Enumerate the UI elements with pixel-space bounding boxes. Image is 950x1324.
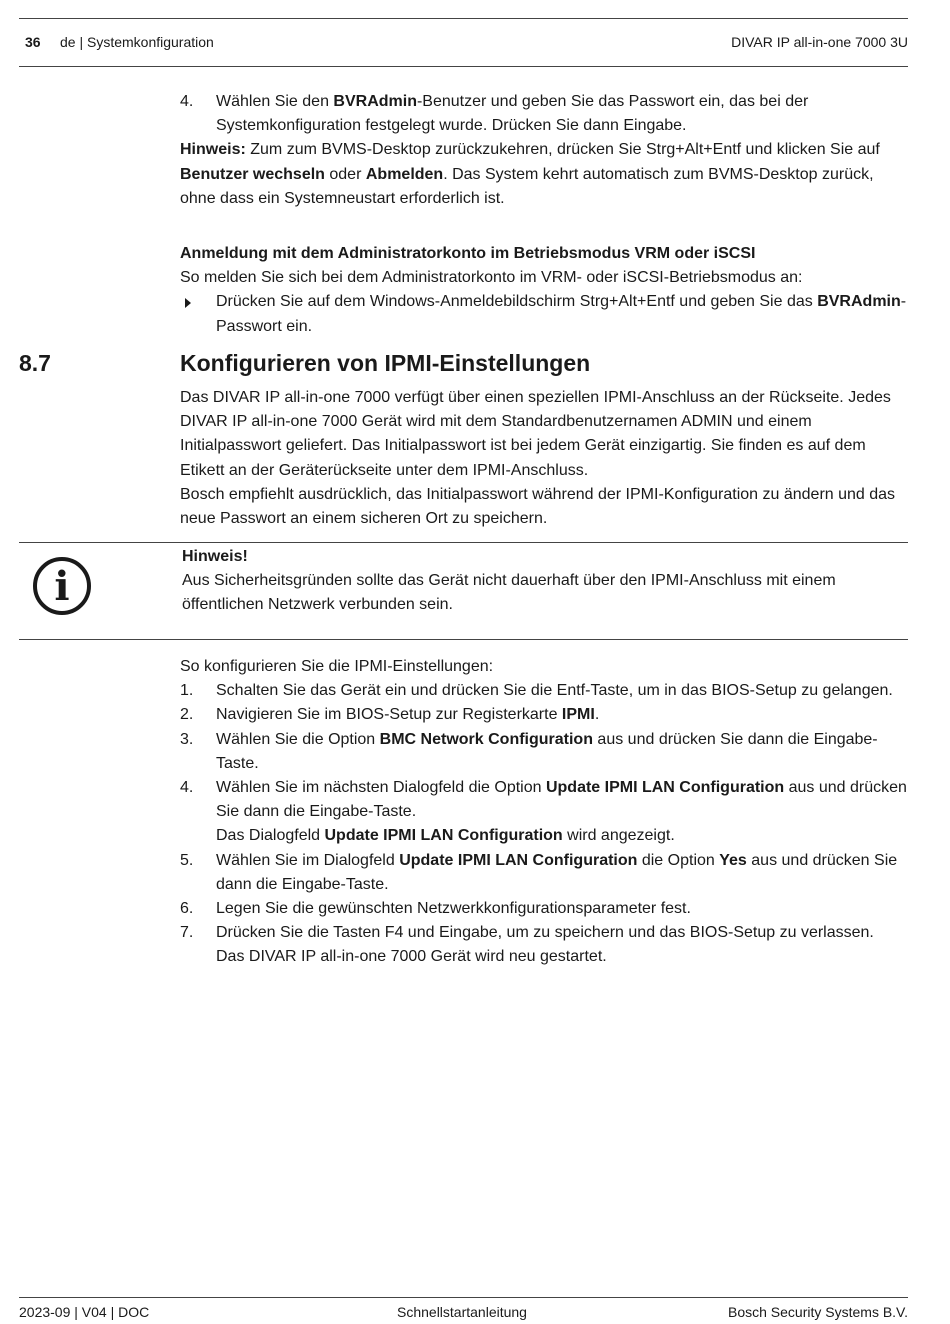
triangle-bullet-icon xyxy=(185,298,191,308)
hint-text: . Das System kehrt automatisch zum BVMS-Desktop zurück, ohne dass ein Systemneustart erforderlich ist. xyxy=(180,165,874,207)
notice-box xyxy=(182,545,908,618)
section-paragraph: Das DIVAR IP all-in-one 7000 verfügt über einen speziellen IPMI-Anschluss an der Rückseite. Jedes DIVAR IP all-in-one 7000 Gerät wird mit dem Standardbenutzernamen ADMIN und einem Initialpasswort geliefert. Das Initialpasswort ist bei jedem Gerät einzigartig. Sie finden es auf dem Etikett an der Geräterückseite unter dem IPMI-Anschluss. xyxy=(180,389,891,479)
list-item xyxy=(180,897,908,921)
page-number: 36 xyxy=(25,34,41,50)
procedure-intro: So konfigurieren Sie die IPMI-Einstellungen: xyxy=(180,658,494,675)
notice-title: Hinweis! xyxy=(182,548,248,565)
step-bold: BVRAdmin xyxy=(333,93,417,110)
section-body xyxy=(180,386,908,531)
header-bottom-rule xyxy=(19,66,908,67)
list-item xyxy=(180,728,908,776)
hint-text: oder xyxy=(324,165,366,183)
step-text: Legen Sie die gewünschten Netzwerkkonfigurationsparameter fest. xyxy=(216,900,691,918)
step-text: . xyxy=(594,706,600,724)
step-text: Wählen Sie den xyxy=(216,93,334,110)
step-number: 5. xyxy=(180,851,194,869)
result-bold: Update IPMI LAN Configuration xyxy=(324,827,563,845)
hint-bold: Abmelden xyxy=(365,165,444,183)
list-item xyxy=(180,679,908,703)
step-text: Wählen Sie die Option xyxy=(216,730,380,748)
result-text: wird angezeigt. xyxy=(562,827,675,845)
admin-login-block xyxy=(180,242,908,339)
hint-bold: Benutzer wechseln xyxy=(180,165,325,183)
step-text: aus und drücken Sie dann die Eingabe-Taste. xyxy=(216,730,878,772)
bullet-bold: BVRAdmin xyxy=(817,293,901,311)
step-text: Navigieren Sie im BIOS-Setup zur Registerkarte xyxy=(216,706,562,724)
step-bold: Yes xyxy=(719,851,747,869)
step-text: -Benutzer und geben Sie das Passwort ein, das bei der Systemkonfiguration festgelegt wurde. Drücken Sie dann Eingabe. xyxy=(216,93,809,135)
step-bold: Update IPMI LAN Configuration xyxy=(545,779,785,797)
header-breadcrumb: de | Systemkonfiguration xyxy=(60,34,214,50)
step-bold: BMC Network Configuration xyxy=(379,730,593,748)
step-number: 2. xyxy=(180,706,194,724)
subsection-intro: So melden Sie sich bei dem Administratorkonto im VRM- oder iSCSI-Betriebsmodus an: xyxy=(180,269,803,287)
step-bold: Update IPMI LAN Configuration xyxy=(399,851,638,869)
step-number: 4. xyxy=(180,779,194,797)
list-item xyxy=(180,921,908,969)
step-number: 4. xyxy=(180,93,194,110)
bullet-text: Drücken Sie auf dem Windows-Anmeldebildschirm Strg+Alt+Entf und geben Sie das xyxy=(216,293,818,311)
intro-block xyxy=(180,90,908,211)
step-result: Das DIVAR IP all-in-one 7000 Gerät wird neu gestartet. xyxy=(216,948,607,966)
notice-top-rule xyxy=(19,542,908,543)
step-text: Schalten Sie das Gerät ein und drücken Sie die Entf-Taste, um in das BIOS-Setup zu gelangen. xyxy=(216,682,893,700)
header-product: DIVAR IP all-in-one 7000 3U xyxy=(731,34,908,50)
bullet-item xyxy=(180,290,908,338)
list-item xyxy=(180,90,908,138)
step-text: Drücken Sie die Tasten F4 und Eingabe, um zu speichern und das BIOS-Setup zu verlassen. xyxy=(216,924,874,942)
list-item xyxy=(180,703,908,727)
step-number: 6. xyxy=(180,900,194,918)
hint-paragraph xyxy=(180,138,908,211)
info-icon: i xyxy=(33,557,91,615)
notice-text: Aus Sicherheitsgründen sollte das Gerät nicht dauerhaft über den IPMI-Anschluss mit einem öffentlichen Netzwerk verbunden sein. xyxy=(182,572,836,614)
step-text: aus und drücken Sie dann die Eingabe-Taste. xyxy=(216,851,898,893)
step-text: aus und drücken Sie dann die Eingabe-Taste. xyxy=(216,779,907,821)
step-result xyxy=(216,824,908,848)
hint-label: Hinweis: xyxy=(180,141,246,159)
footer-rule xyxy=(19,1297,908,1298)
step-number: 7. xyxy=(180,924,194,942)
notice-bottom-rule xyxy=(19,639,908,640)
header-top-rule xyxy=(19,18,908,19)
result-text: Das Dialogfeld xyxy=(216,827,325,845)
procedure-block xyxy=(180,655,908,970)
bullet-text: -Passwort ein. xyxy=(216,293,907,335)
hint-text: Zum zum BVMS-Desktop zurückzukehren, drücken Sie Strg+Alt+Entf und klicken Sie auf xyxy=(245,141,880,159)
step-number: 1. xyxy=(180,682,194,700)
section-paragraph: Bosch empfiehlt ausdrücklich, das Initialpasswort während der IPMI-Konfiguration zu ändern und das neue Passwort an einem sicheren Ort zu speichern. xyxy=(180,485,896,528)
step-text: Wählen Sie im Dialogfeld xyxy=(216,851,400,869)
list-item xyxy=(180,776,908,849)
step-text: die Option xyxy=(637,851,720,869)
step-number: 3. xyxy=(180,730,194,748)
step-text: Wählen Sie im nächsten Dialogfeld die Option xyxy=(216,779,546,797)
footer-doc-title: Schnellstartanleitung xyxy=(397,1304,527,1320)
step-bold: IPMI xyxy=(561,706,595,724)
footer-company: Bosch Security Systems B.V. xyxy=(728,1304,908,1320)
section-title: Konfigurieren von IPMI-Einstellungen xyxy=(180,350,591,376)
subsection-heading: Anmeldung mit dem Administratorkonto im Betriebsmodus VRM oder iSCSI xyxy=(180,245,756,262)
footer-version: 2023-09 | V04 | DOC xyxy=(19,1304,150,1320)
section-number: 8.7 xyxy=(19,350,51,376)
list-item xyxy=(180,849,908,897)
